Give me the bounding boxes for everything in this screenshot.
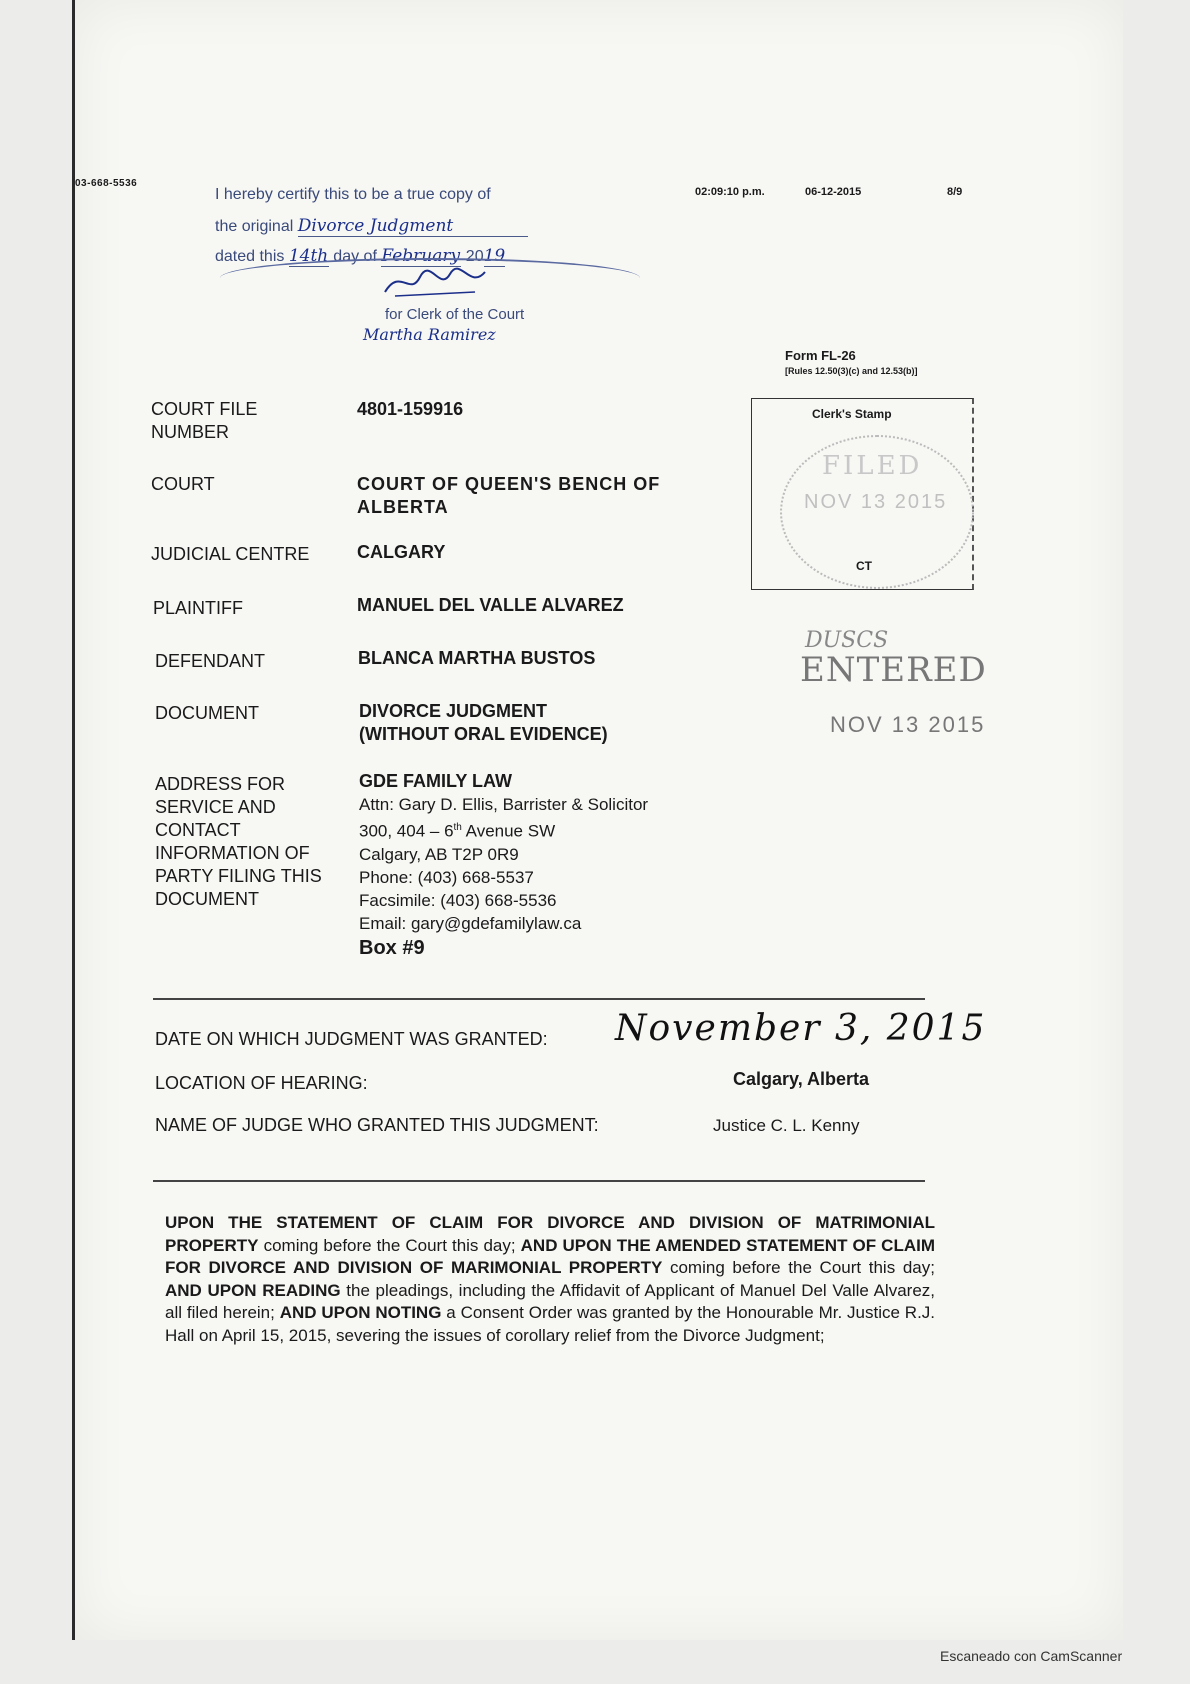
judge-label: NAME OF JUDGE WHO GRANTED THIS JUDGMENT:: [155, 1115, 599, 1135]
address-block: [359, 770, 648, 960]
location-label: LOCATION OF HEARING:: [155, 1073, 368, 1093]
divider-bottom: [153, 1180, 925, 1182]
dated-day: 14th: [288, 246, 329, 266]
document-page: [72, 0, 1123, 1640]
original-label: the original: [215, 218, 294, 235]
scanner-footer: Escaneado con CamScanner: [940, 1648, 1123, 1664]
address-attn: Attn: Gary D. Ellis, Barrister & Solicitor: [359, 795, 649, 814]
dated-label: dated this: [215, 248, 285, 265]
address-firm: GDE FAMILY LAW: [359, 771, 513, 791]
body-b4: AND UPON NOTING: [279, 1303, 442, 1322]
year-prefix: 20: [465, 248, 484, 265]
field-label-court-file: COURT FILE NUMBER: [151, 399, 258, 442]
address-box: Box #9: [359, 936, 425, 959]
entered-date: NOV 13 2015: [830, 712, 986, 737]
field-label-defendant: DEFENDANT: [155, 651, 266, 671]
filed-date: NOV 13 2015: [804, 491, 948, 513]
judgment-date-label: DATE ON WHICH JUDGMENT WAS GRANTED:: [155, 1029, 548, 1049]
entered-initials: DUSCS: [805, 628, 889, 653]
field-value-court: COURT OF QUEEN'S BENCH OF ALBERTA: [357, 474, 661, 517]
body-b1: UPON THE STATEMENT OF CLAIM FOR DIVORCE AND DIVISION OF MATRIMONIAL PROPERTY: [165, 1213, 935, 1255]
field-label-judicial-centre: JUDICIAL CENTRE: [151, 544, 310, 564]
certify-line: I hereby certify this to be a true copy of: [215, 186, 491, 203]
body-t4: a Consent Order was granted by the Honourable Mr. Justice R.J. Hall on April 15, 2015, severing the issues of corollary relief from the Divorce Judgment;: [165, 1303, 936, 1345]
address-street: [359, 816, 648, 843]
body-t2: coming before the Court this day;: [662, 1258, 935, 1277]
field-value-defendant: BLANCA MARTHA BUSTOS: [358, 648, 596, 668]
field-value-judicial-centre: CALGARY: [357, 542, 446, 562]
address-street-name: Avenue SW: [461, 821, 556, 841]
field-value-court-file: 4801-159916: [357, 399, 464, 419]
address-phone: Phone: (403) 668-5537: [359, 867, 534, 887]
address-street-sup: th: [453, 822, 462, 833]
address-city: Calgary, AB T2P 0R9: [359, 844, 519, 864]
field-label-plaintiff: PLAINTIFF: [153, 598, 244, 618]
clerk-name: Martha Ramirez: [363, 325, 496, 344]
day-of-label: day of: [333, 248, 377, 265]
year-suffix: 19: [483, 246, 506, 266]
address-email: Email: gary@gdefamilylaw.ca: [359, 913, 582, 933]
address-fax: Facsimile: (403) 668-5536: [359, 890, 557, 910]
dated-month: February: [381, 246, 461, 266]
judgment-body: [165, 1212, 935, 1347]
fax-number: 03-668-5536: [75, 178, 138, 189]
body-b2: AND UPON THE AMENDED STATEMENT OF CLAIM FOR DIVORCE AND DIVISION OF MARIMONIAL PROPERTY: [165, 1235, 935, 1277]
field-label-document: DOCUMENT: [155, 703, 259, 723]
fax-time: 02:09:10 p.m.: [695, 186, 765, 198]
judge-value: Justice C. L. Kenny: [713, 1116, 860, 1135]
clerk-stamp-title: Clerk's Stamp: [812, 407, 892, 421]
field-value-plaintiff: MANUEL DEL VALLE ALVAREZ: [357, 595, 624, 615]
clerk-label: for Clerk of the Court: [385, 306, 525, 323]
body-b3: AND UPON READING: [165, 1280, 341, 1300]
field-value-document: DIVORCE JUDGMENT (WITHOUT ORAL EVIDENCE): [359, 701, 608, 744]
form-number: Form FL-26: [785, 348, 856, 363]
filed-initials: CT: [856, 559, 872, 573]
field-label-court: COURT: [151, 474, 215, 494]
form-rules: [Rules 12.50(3)(c) and 12.53(b)]: [785, 366, 918, 376]
divider-top: [153, 998, 925, 1000]
body-t3: the pleadings, including the Affidavit of Applicant of Manuel Del Valle Alvarez, all filed herein;: [165, 1280, 935, 1322]
judgment-date-value: November 3, 2015: [615, 1008, 987, 1049]
fax-page: 8/9: [947, 186, 963, 198]
entered-stamp: ENTERED: [800, 650, 987, 690]
location-value: Calgary, Alberta: [733, 1069, 870, 1089]
original-value: Divorce Judgment: [297, 216, 454, 236]
field-label-address: ADDRESS FOR SERVICE AND CONTACT INFORMATION OF PARTY FILING THIS DOCUMENT: [155, 774, 322, 909]
clerk-signature: [380, 262, 490, 302]
fax-date: 06-12-2015: [805, 186, 862, 198]
filed-text: FILED: [822, 451, 923, 481]
clerk-stamp-box: [751, 398, 974, 590]
body-t1: coming before the Court this day;: [258, 1235, 521, 1255]
address-street-number: 300, 404 – 6: [359, 821, 454, 841]
